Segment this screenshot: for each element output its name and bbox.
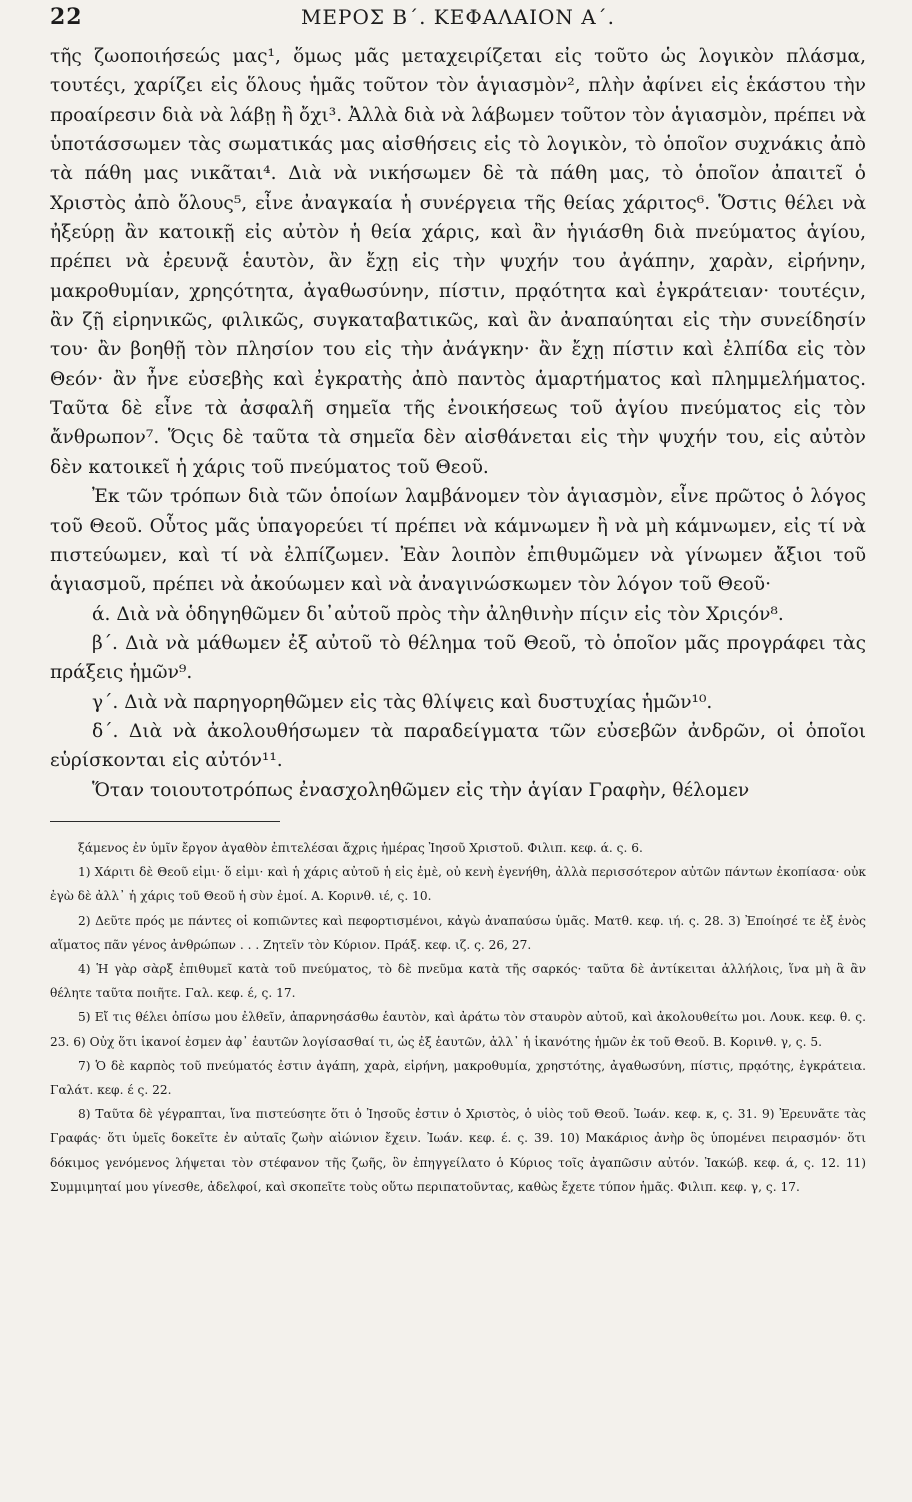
- list-item-gamma: γ΄. Διὰ νὰ παρηγορηθῶμεν εἰς τὰς θλίψεις καὶ δυστυχίας ἡμῶν¹⁰.: [92, 691, 713, 713]
- footnote: 8) Ταῦτα δὲ γέγραπται, ἵνα πιστεύσητε ὅτι ὁ Ἰησοῦς ἐστιν ὁ Χριστὸς, ὁ υἱὸς τοῦ Θεοῦ. Ἰωάν. κεφ. κ, ς. 31. 9) Ἐρευνᾶτε τὰς Γραφάς· ὅτι ὑμεῖς δοκεῖτε ἐν αὐταῖς ζωὴν αἰώνιον ἔχειν. Ἰωάν. κεφ. έ. ς. 39. 10) Μακάριος ἀνὴρ ὃς ὑπομένει πειρασμόν· ὅτι δόκιμος γενόμενος λήψεται τὸν στέφανον τῆς ζωῆς, ὃν ἐπηγγείλατο ὁ Κύριος τοῖς ἀγαπῶσιν αὐτόν. Ἰακώβ. κεφ. ά, ς. 12. 11) Συμμιμηταί μου γίνεσθε, ἀδελφοί, καὶ σκοπεῖτε τοὺς οὕτω περιπατοῦντας, καθὼς ἔχετε τύπον ἡμᾶς. Φιλιπ. κεφ. γ, ς. 17.: [50, 1107, 866, 1194]
- running-head: ΜΕΡΟΣ Β΄. ΚΕΦΑΛΑΙΟΝ Α΄.: [300, 5, 616, 29]
- footnotes: [50, 836, 866, 1199]
- footnote: 7) Ὁ δὲ καρπὸς τοῦ πνεύματός ἐστιν ἀγάπη, χαρὰ, εἰρήνη, μακροθυμία, χρηστότης, ἀγαθωσύνη, πίστις, πρᾳότης, ἐγκράτεια. Γαλάτ. κεφ. έ ς. 22.: [50, 1058, 866, 1097]
- paragraph: Ὅταν τοιουτοτρόπως ἐνασχοληθῶμεν εἰς τὴν ἁγίαν Γραφὴν, θέλομεν: [92, 779, 750, 801]
- footnote: ξάμενος ἐν ὑμῖν ἔργον ἀγαθὸν ἐπιτελέσαι ἄχρις ἡμέρας Ἰησοῦ Χριστοῦ. Φιλιπ. κεφ. ά. ς. 6.: [78, 840, 643, 855]
- footnote: 1) Χάριτι δὲ Θεοῦ εἰμι· ὅ εἰμι· καὶ ἡ χάρις αὐτοῦ ἡ εἰς ἐμὲ, οὐ κενὴ ἐγενήθη, ἀλλὰ περισσότερον αὐτῶν πάντων ἐκοπίασα· οὐκ ἐγὼ δὲ ἀλλ᾽ ἡ χάρις τοῦ Θεοῦ ἡ σὺν ἐμοί. Α. Κορινθ. ιέ, ς. 10.: [50, 865, 866, 904]
- paragraph: τῆς ζωοποιήσεώς μας¹, ὅμως μᾶς μεταχειρίζεται εἰς τοῦτο ὡς λογικὸν πλάσμα, τουτέςι, χαρίζει εἰς ὅλους ἡμᾶς τοῦτον τὸν ἁγιασμὸν², πλὴν ἀφίνει εἰς ἑκάστου τὴν προαίρεσιν διὰ νὰ λάβῃ ἢ ὄχι³. Ἀλλὰ διὰ νὰ λάβωμεν τοῦτον τὸν ἁγιασμὸν, πρέπει νὰ ὑποτάσσωμεν τὰς σωματικάς μας αἰσθήσεις εἰς τὸ λογικὸν, τὸ ὁποῖον συχνάκις ἀπὸ τὰ πάθη μας νικᾶται⁴. Διὰ νὰ νικήσωμεν δὲ τὰ πάθη μας, τὸ ὁποῖον ἀπαιτεῖ ὁ Χριστὸς ἀπὸ ὅλους⁵, εἶνε ἀναγκαία ἡ συνέργεια τῆς θείας χάριτος⁶. Ὅστις θέλει νὰ ἠξεύρῃ ἂν κατοικῇ εἰς αὐτὸν ἡ θεία χάρις, καὶ ἂν ἡγιάσθη διὰ πνεύματος ἁγίου, πρέπει νὰ ἐρευνᾷ ἑαυτὸν, ἂν ἔχῃ εἰς τὴν ψυχήν του ἀγάπην, χαρὰν, εἰρήνην, μακροθυμίαν, χρηςότητα, ἀγαθωσύνην, πίστιν, πρᾳότητα καὶ ἐγκράτειαν· τουτέςιν, ἂν ζῇ εἰρηνικῶς, φιλικῶς, συγκαταβατικῶς, καὶ ἂν ἀναπαύηται εἰς τὴν συνείδησίν του· ἂν βοηθῇ τὸν πλησίον του εἰς τὴν ἀνάγκην· ἂν ἔχῃ πίστιν καὶ ἐλπίδα εἰς τὸν Θεόν· ἂν ἦνε εὐσεβὴς καὶ ἐγκρατὴς ἀπὸ παντὸς ἁμαρτήματος καὶ πλημμελήματος. Ταῦτα δὲ εἶνε τὰ ἀσφαλῆ σημεῖα τῆς ἐνοικήσεως τοῦ ἁγίου πνεύματος εἰς τὸν ἄνθρωπον⁷. Ὅςις δὲ ταῦτα τὰ σημεῖα δὲν αἰσθάνεται εἰς τὴν ψυχήν του, εἰς αὐτὸν δὲν κατοικεῖ ἡ χάρις τοῦ πνεύματος τοῦ Θεοῦ.: [50, 46, 866, 478]
- footnote: 5) Εἴ τις θέλει ὀπίσω μου ἐλθεῖν, ἀπαρνησάσθω ἑαυτὸν, καὶ ἀράτω τὸν σταυρὸν αὐτοῦ, καὶ ἀκολουθείτω μοι. Λουκ. κεφ. θ. ς. 23. 6) Οὐχ ὅτι ἱκανοί ἐσμεν ἀφ᾽ ἑαυτῶν λογίσασθαί τι, ὡς ἐξ ἑαυτῶν, ἀλλ᾽ ἡ ἱκανότης ἡμῶν ἐκ τοῦ Θεοῦ. Β. Κορινθ. γ, ς. 5.: [50, 1010, 866, 1049]
- main-text: [50, 42, 866, 805]
- footnote: 2) Δεῦτε πρός με πάντες οἱ κοπιῶντες καὶ πεφορτισμένοι, κἀγὼ ἀναπαύσω ὑμᾶς. Ματθ. κεφ. ιή. ς. 28. 3) Ἐποίησέ τε ἐξ ἑνὸς αἵματος πᾶν γένος ἀνθρώπων . . . Ζητεῖν τὸν Κύριον. Πράξ. κεφ. ιζ. ς. 26, 27.: [50, 913, 866, 952]
- footnote-separator: [50, 821, 280, 822]
- list-item-delta: δ΄. Διὰ νὰ ἀκολουθήσωμεν τὰ παραδείγματα τῶν εὐσεβῶν ἀνδρῶν, οἱ ὁποῖοι εὑρίσκονται εἰς αὐτόν¹¹.: [50, 720, 866, 772]
- footnote: 4) Ἡ γὰρ σὰρξ ἐπιθυμεῖ κατὰ τοῦ πνεύματος, τὸ δὲ πνεῦμα κατὰ τῆς σαρκός· ταῦτα δὲ ἀντίκειται ἀλλήλοις, ἵνα μὴ ἃ ἂν θέλητε ταῦτα ποιῆτε. Γαλ. κεφ. έ, ς. 17.: [50, 961, 866, 1001]
- page-header: [50, 2, 866, 38]
- page-number: 22: [50, 4, 83, 30]
- list-item-beta: β΄. Διὰ νὰ μάθωμεν ἐξ αὐτοῦ τὸ θέλημα τοῦ Θεοῦ, τὸ ὁποῖον μᾶς προγράφει τὰς πράξεις ἡμῶν⁹.: [50, 632, 866, 684]
- paragraph: Ἐκ τῶν τρόπων διὰ τῶν ὁποίων λαμβάνομεν τὸν ἁγιασμὸν, εἶνε πρῶτος ὁ λόγος τοῦ Θεοῦ. Οὗτος μᾶς ὑπαγορεύει τί πρέπει νὰ κάμνωμεν ἢ νὰ μὴ κάμνωμεν, εἰς τί νὰ πιστεύωμεν, καὶ τί νὰ ἐλπίζωμεν. Ἐὰν λοιπὸν ἐπιθυμῶμεν νὰ γίνωμεν ἄξιοι τοῦ ἁγιασμοῦ, πρέπει νὰ ἀκούωμεν καὶ νὰ ἀναγινώσκωμεν τὸν λόγον τοῦ Θεοῦ·: [50, 486, 866, 596]
- list-item-alpha: ά. Διὰ νὰ ὁδηγηθῶμεν δι᾽αὐτοῦ πρὸς τὴν ἀληθινὴν πίςιν εἰς τὸν Χριςόν⁸.: [92, 603, 784, 625]
- book-page: [0, 2, 912, 1502]
